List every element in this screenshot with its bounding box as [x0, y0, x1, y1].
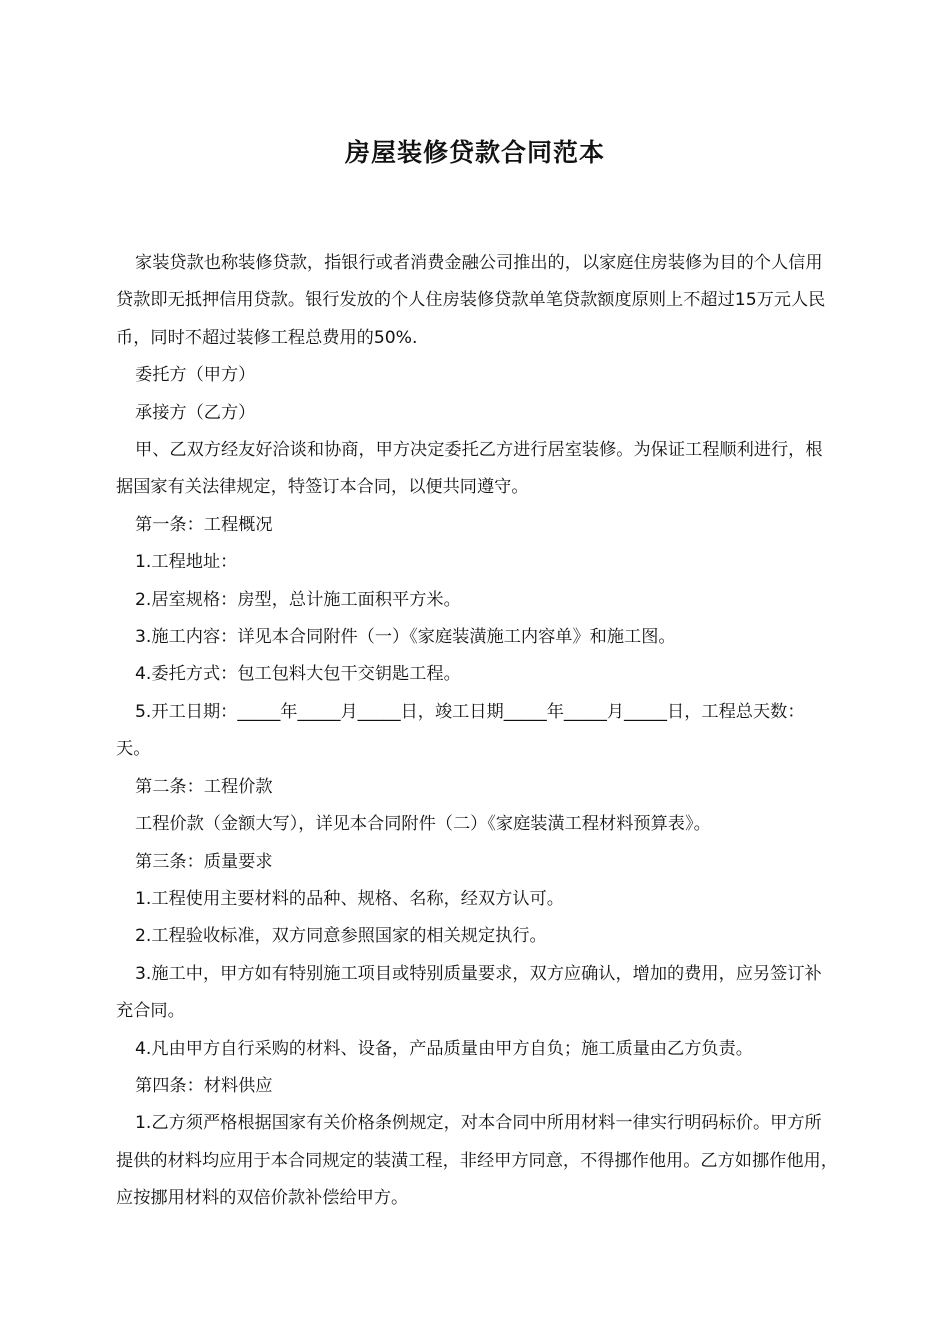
document-title: 房屋装修贷款合同范本: [344, 138, 605, 167]
article-4-heading: 第四条：材料供应: [135, 1075, 273, 1096]
party-b-line: 承接方（乙方）: [135, 402, 256, 423]
article-3-item-2: 2.工程验收标准，双方同意参照国家的相关规定执行。: [135, 926, 547, 947]
article-3-item-1: 1.工程使用主要材料的品种、规格、名称，经双方认可。: [135, 888, 564, 909]
article-2-text: 工程价款（金额大写），详见本合同附件（二）《家庭装潢工程材料预算表》。: [135, 814, 711, 835]
article-1-item-3: 3.施工内容：详见本合同附件（一）《家庭装潢施工内容单》和施工图。: [135, 627, 676, 648]
party-a-line: 委托方（甲方）: [135, 365, 256, 386]
article-1-item-5: 5.开工日期：_____年_____月_____日，竣工日期_____年_____月_____日，工程总天数：天。: [116, 701, 805, 760]
article-3-item-3: 3.施工中，甲方如有特别施工项目或特别质量要求，双方应确认，增加的费用，应另签订补充合同。: [116, 963, 822, 1022]
article-1-item-4: 4.委托方式：包工包料大包干交钥匙工程。: [135, 664, 461, 685]
article-2-heading: 第二条：工程价款: [135, 776, 273, 797]
article-1-item-1: 1.工程地址：: [135, 552, 238, 573]
article-3-item-4: 4.凡由甲方自行采购的材料、设备，产品质量由甲方自负；施工质量由乙方负责。: [135, 1038, 753, 1059]
intro-paragraph: 家装贷款也称装修贷款，指银行或者消费金融公司推出的，以家庭住房装修为目的个人信用贷款即无抵押信用贷款。银行发放的个人住房装修贷款单笔贷款额度原则上不超过15万元人民币，同时不超过装修工程总费用的50%.: [116, 253, 826, 348]
article-3-heading: 第三条：质量要求: [135, 851, 273, 872]
document-body: [116, 245, 838, 1218]
preamble-paragraph: 甲、乙双方经友好洽谈和协商，甲方决定委托乙方进行居室装修。为保证工程顺利进行，根据国家有关法律规定，特签订本合同，以便共同遵守。: [116, 440, 823, 498]
article-1-heading: 第一条：工程概况: [135, 514, 273, 535]
article-4-item-1: 1.乙方须严格根据国家有关价格条例规定，对本合同中所用材料一律实行明码标价。甲方所提供的材料均应用于本合同规定的装潢工程，非经甲方同意，不得挪作他用。乙方如挪作他用，应按挪用材料的双倍价款补偿给甲方。: [116, 1113, 838, 1209]
article-1-item-2: 2.居室规格：房型，总计施工面积平方米。: [135, 589, 461, 610]
